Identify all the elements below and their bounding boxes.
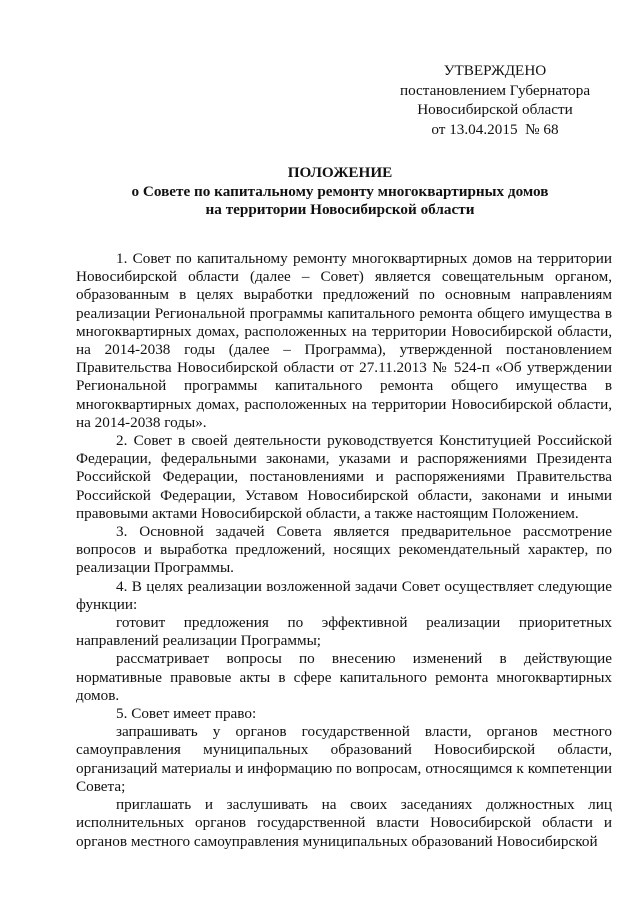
paragraph-2: 2. Совет в своей деятельности руководствуется Конституцией Российской Федерации, федеральными законами, указами и распоряжениями Президента Российской Федерации, постановлениями и распоряжениями Правительства Российской Федерации, Уставом Новосибирской области, законами и иными правовыми актами Новосибирской области, а также настоящим Положением. (76, 432, 612, 522)
approval-heading: УТВЕРЖДЕНО (443, 62, 547, 79)
paragraph-3: 3. Основной задачей Совета является предварительное рассмотрение вопросов и выработка предложений, носящих рекомендательный характер, по реализации Программы. (76, 523, 612, 577)
right-item-2: приглашать и заслушивать на своих заседаниях должностных лиц исполнительных органов государственной власти Новосибирской области и органов местного самоуправления муниципальных образований Новосибирской (76, 796, 612, 850)
title-heading: ПОЛОЖЕНИЕ (287, 164, 393, 181)
title-scope: на территории Новосибирской области (205, 201, 475, 218)
approval-stamp (392, 61, 598, 139)
paragraph-4: 4. В целях реализации возложенной задачи Совет осуществляет следующие функции: (76, 577, 612, 613)
right-item-1: запрашивать у органов государственной власти, органов местного самоуправления муниципальных образований Новосибирской области, организаций материалы и информацию по вопросам, относящимся к компетенции Совета; (76, 723, 612, 795)
document-body (76, 250, 612, 851)
approval-line: постановлением Губернатора (399, 81, 591, 99)
approval-line: Новосибирской области (417, 101, 573, 118)
document-title (40, 164, 640, 220)
paragraph-5: 5. Совет имеет право: (116, 705, 257, 723)
paragraph-1: 1. Совет по капитальному ремонту многоквартирных домов на территории Новосибирской области (далее – Совет) является совещательным органом, образованным в целях выработки предложений по основным направлениям реализации Региональной программы капитального ремонта общего имущества в многоквартирных домах, расположенных на территории Новосибирской области, на 2014-2038 годы (далее – Программа), утвержденной постановлением Правительства Новосибирской области от 27.11.2013 № 524-п «Об утверждении Региональной программы капитального ремонта общего имущества в многоквартирных домах, расположенных на территории Новосибирской области, на 2014-2038 годы». (76, 250, 612, 431)
function-item-1: готовит предложения по эффективной реализации приоритетных направлений реализации Программы; (76, 614, 612, 650)
title-subject: о Совете по капитальному ремонту многоквартирных домов (131, 182, 549, 200)
function-item-2: рассматривает вопросы по внесению изменений в действующие нормативные правовые акты в сфере капитального ремонта многоквартирных домов. (76, 650, 612, 704)
approval-date-number: от 13.04.2015 № 68 (431, 120, 559, 138)
